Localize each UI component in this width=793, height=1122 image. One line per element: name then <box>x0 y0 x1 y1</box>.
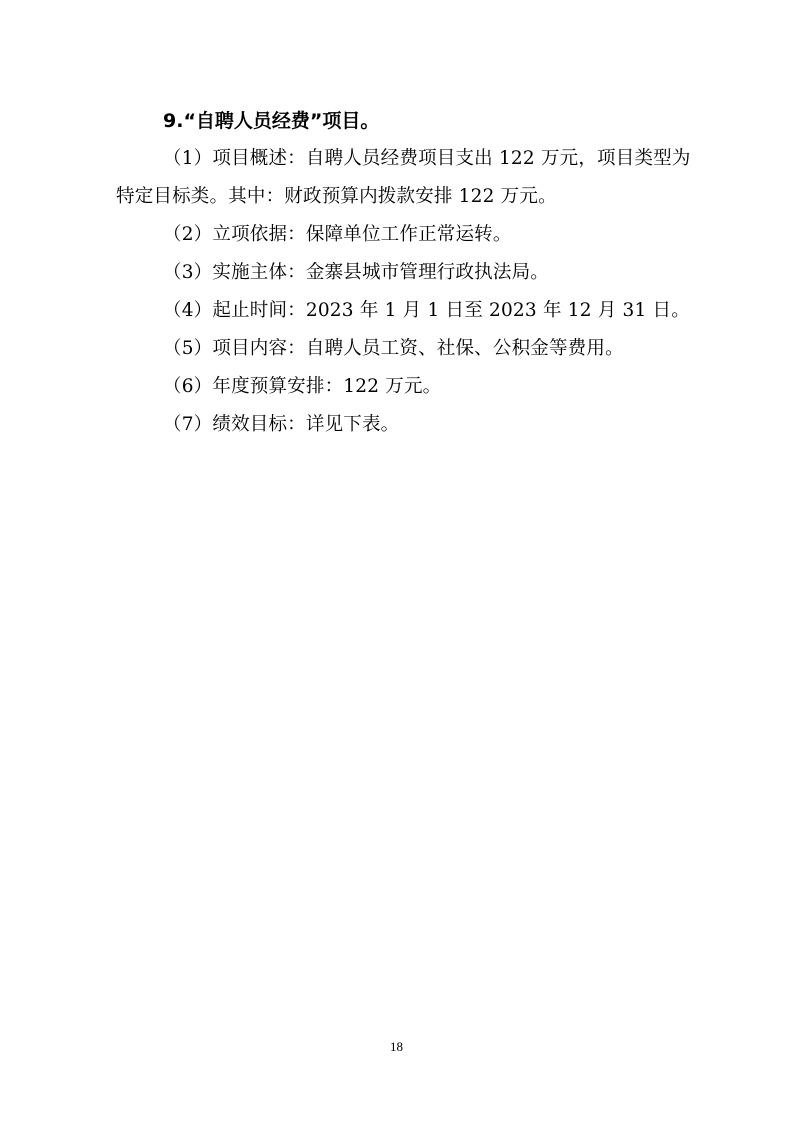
document-body <box>116 102 700 444</box>
paragraph-goals: （7）绩效目标：详见下表。 <box>163 414 400 435</box>
paragraph-budget: （6）年度预算安排：122 万元。 <box>163 376 442 397</box>
section-heading: 9.“自聘人员经费”项目。 <box>163 110 380 132</box>
page-number: 18 <box>390 1039 403 1054</box>
paragraph-project-overview: （1）项目概述：自聘人员经费项目支出 122 万元，项目类型为特定目标类。其中：财政预算内拨款安排 122 万元。 <box>116 148 691 207</box>
paragraph-content: （5）项目内容：自聘人员工资、社保、公积金等费用。 <box>163 338 624 359</box>
paragraph-basis: （2）立项依据：保障单位工作正常运转。 <box>163 224 512 245</box>
paragraph-implementer: （3）实施主体：金寨县城市管理行政执法局。 <box>163 262 549 283</box>
paragraph-period: （4）起止时间：2023 年 1 月 1 日至 2023 年 12 月 31 日。 <box>163 300 690 321</box>
